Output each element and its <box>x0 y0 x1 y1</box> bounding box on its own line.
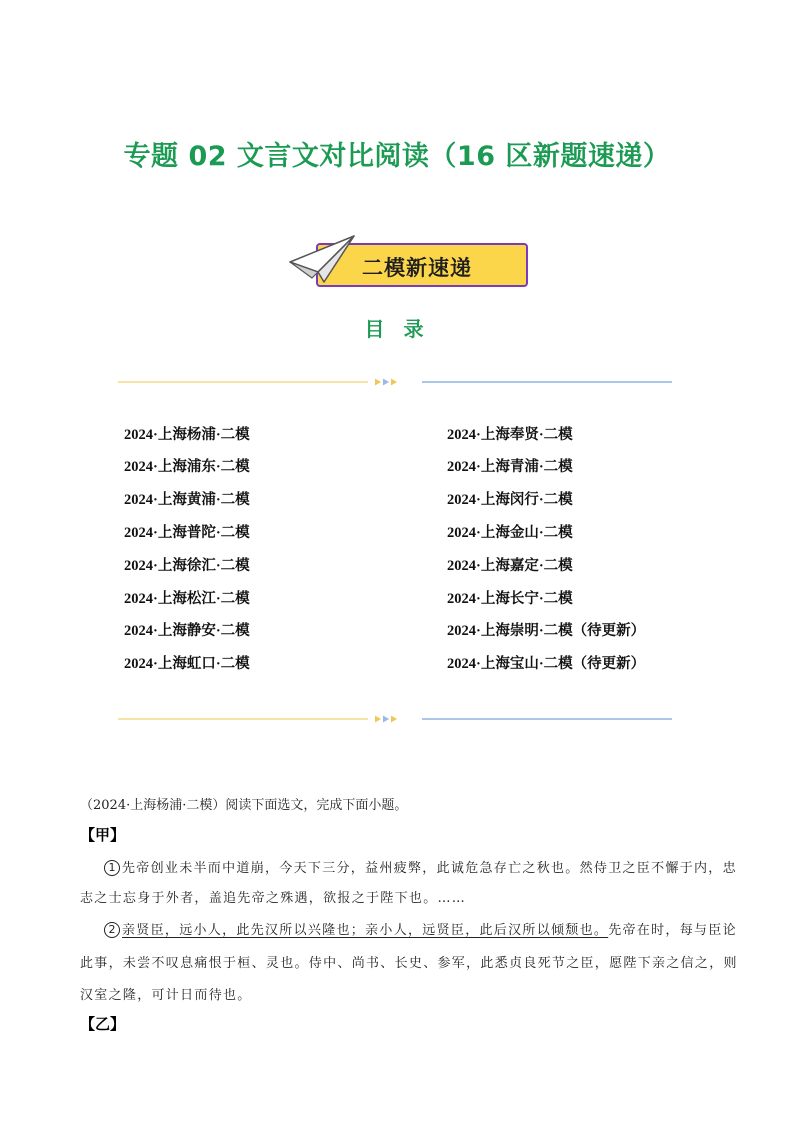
toc-link-chongming[interactable]: 2024·上海崇明·二模（待更新） <box>447 623 646 639</box>
paragraph-text: 先帝创业未半而中道崩，今天下三分，益州疲弊，此诚危急存亡之秋也。然侍卫之臣不懈于内，忠 <box>122 861 737 876</box>
paragraph-2-line-1 <box>104 919 737 938</box>
triple-arrow-icon <box>375 716 397 723</box>
toc-link-jiading[interactable]: 2024·上海嘉定·二模 <box>447 558 573 574</box>
toc-link-changning[interactable]: 2024·上海长宁·二模 <box>447 591 573 607</box>
question-intro: （2024·上海杨浦·二模）阅读下面选文，完成下面小题。 <box>80 798 408 813</box>
page-title: 专题 02 文言文对比阅读（16 区新题速递） <box>123 141 671 172</box>
paper-plane-icon <box>288 232 360 284</box>
paragraph-1-line-1 <box>104 857 737 876</box>
triple-arrow-icon <box>375 379 397 386</box>
underlined-text: 亲贤臣，远小人，此先汉所以兴隆也；亲小人，远贤臣，此后汉所以倾颓也。 <box>122 923 609 938</box>
section-heading-b: 【乙】 <box>80 1015 126 1033</box>
toc-link-fengxian[interactable]: 2024·上海奉贤·二模 <box>447 427 573 443</box>
paragraph-text: 先帝在时，每与臣论 <box>608 923 737 938</box>
toc-link-hongkou[interactable]: 2024·上海虹口·二模 <box>124 656 250 672</box>
toc-link-xuhui[interactable]: 2024·上海徐汇·二模 <box>124 558 250 574</box>
paragraph-number: 2 <box>104 922 120 938</box>
badge-label: 二模新速递 <box>362 256 472 280</box>
toc-link-jinshan[interactable]: 2024·上海金山·二模 <box>447 525 573 541</box>
paragraph-2-line-2: 此事，未尝不叹息痛恨于桓、灵也。侍中、尚书、长史、参军，此悉贞良死节之臣，愿陛下亲之信之，则 <box>80 956 738 971</box>
paragraph-2-line-3: 汉室之隆，可计日而待也。 <box>80 988 252 1003</box>
toc-link-jingan[interactable]: 2024·上海静安·二模 <box>124 623 250 639</box>
toc-link-huangpu[interactable]: 2024·上海黄浦·二模 <box>124 492 250 508</box>
paragraph-number: 1 <box>104 860 120 876</box>
toc-link-minhang[interactable]: 2024·上海闵行·二模 <box>447 492 573 508</box>
toc-link-songjiang[interactable]: 2024·上海松江·二模 <box>124 591 250 607</box>
section-badge <box>288 232 538 294</box>
divider-bottom <box>118 714 676 724</box>
toc-link-pudong[interactable]: 2024·上海浦东·二模 <box>124 459 250 475</box>
section-heading-a: 【甲】 <box>80 826 126 844</box>
toc-link-baoshan[interactable]: 2024·上海宝山·二模（待更新） <box>447 656 646 672</box>
paragraph-1-line-2: 志之士忘身于外者，盖追先帝之殊遇，欲报之于陛下也。…… <box>80 891 467 906</box>
toc-link-qingpu[interactable]: 2024·上海青浦·二模 <box>447 459 573 475</box>
toc-title: 目 录 <box>364 317 430 341</box>
toc-link-putuo[interactable]: 2024·上海普陀·二模 <box>124 525 250 541</box>
toc-link-yangpu[interactable]: 2024·上海杨浦·二模 <box>124 427 250 443</box>
divider-top <box>118 377 676 387</box>
